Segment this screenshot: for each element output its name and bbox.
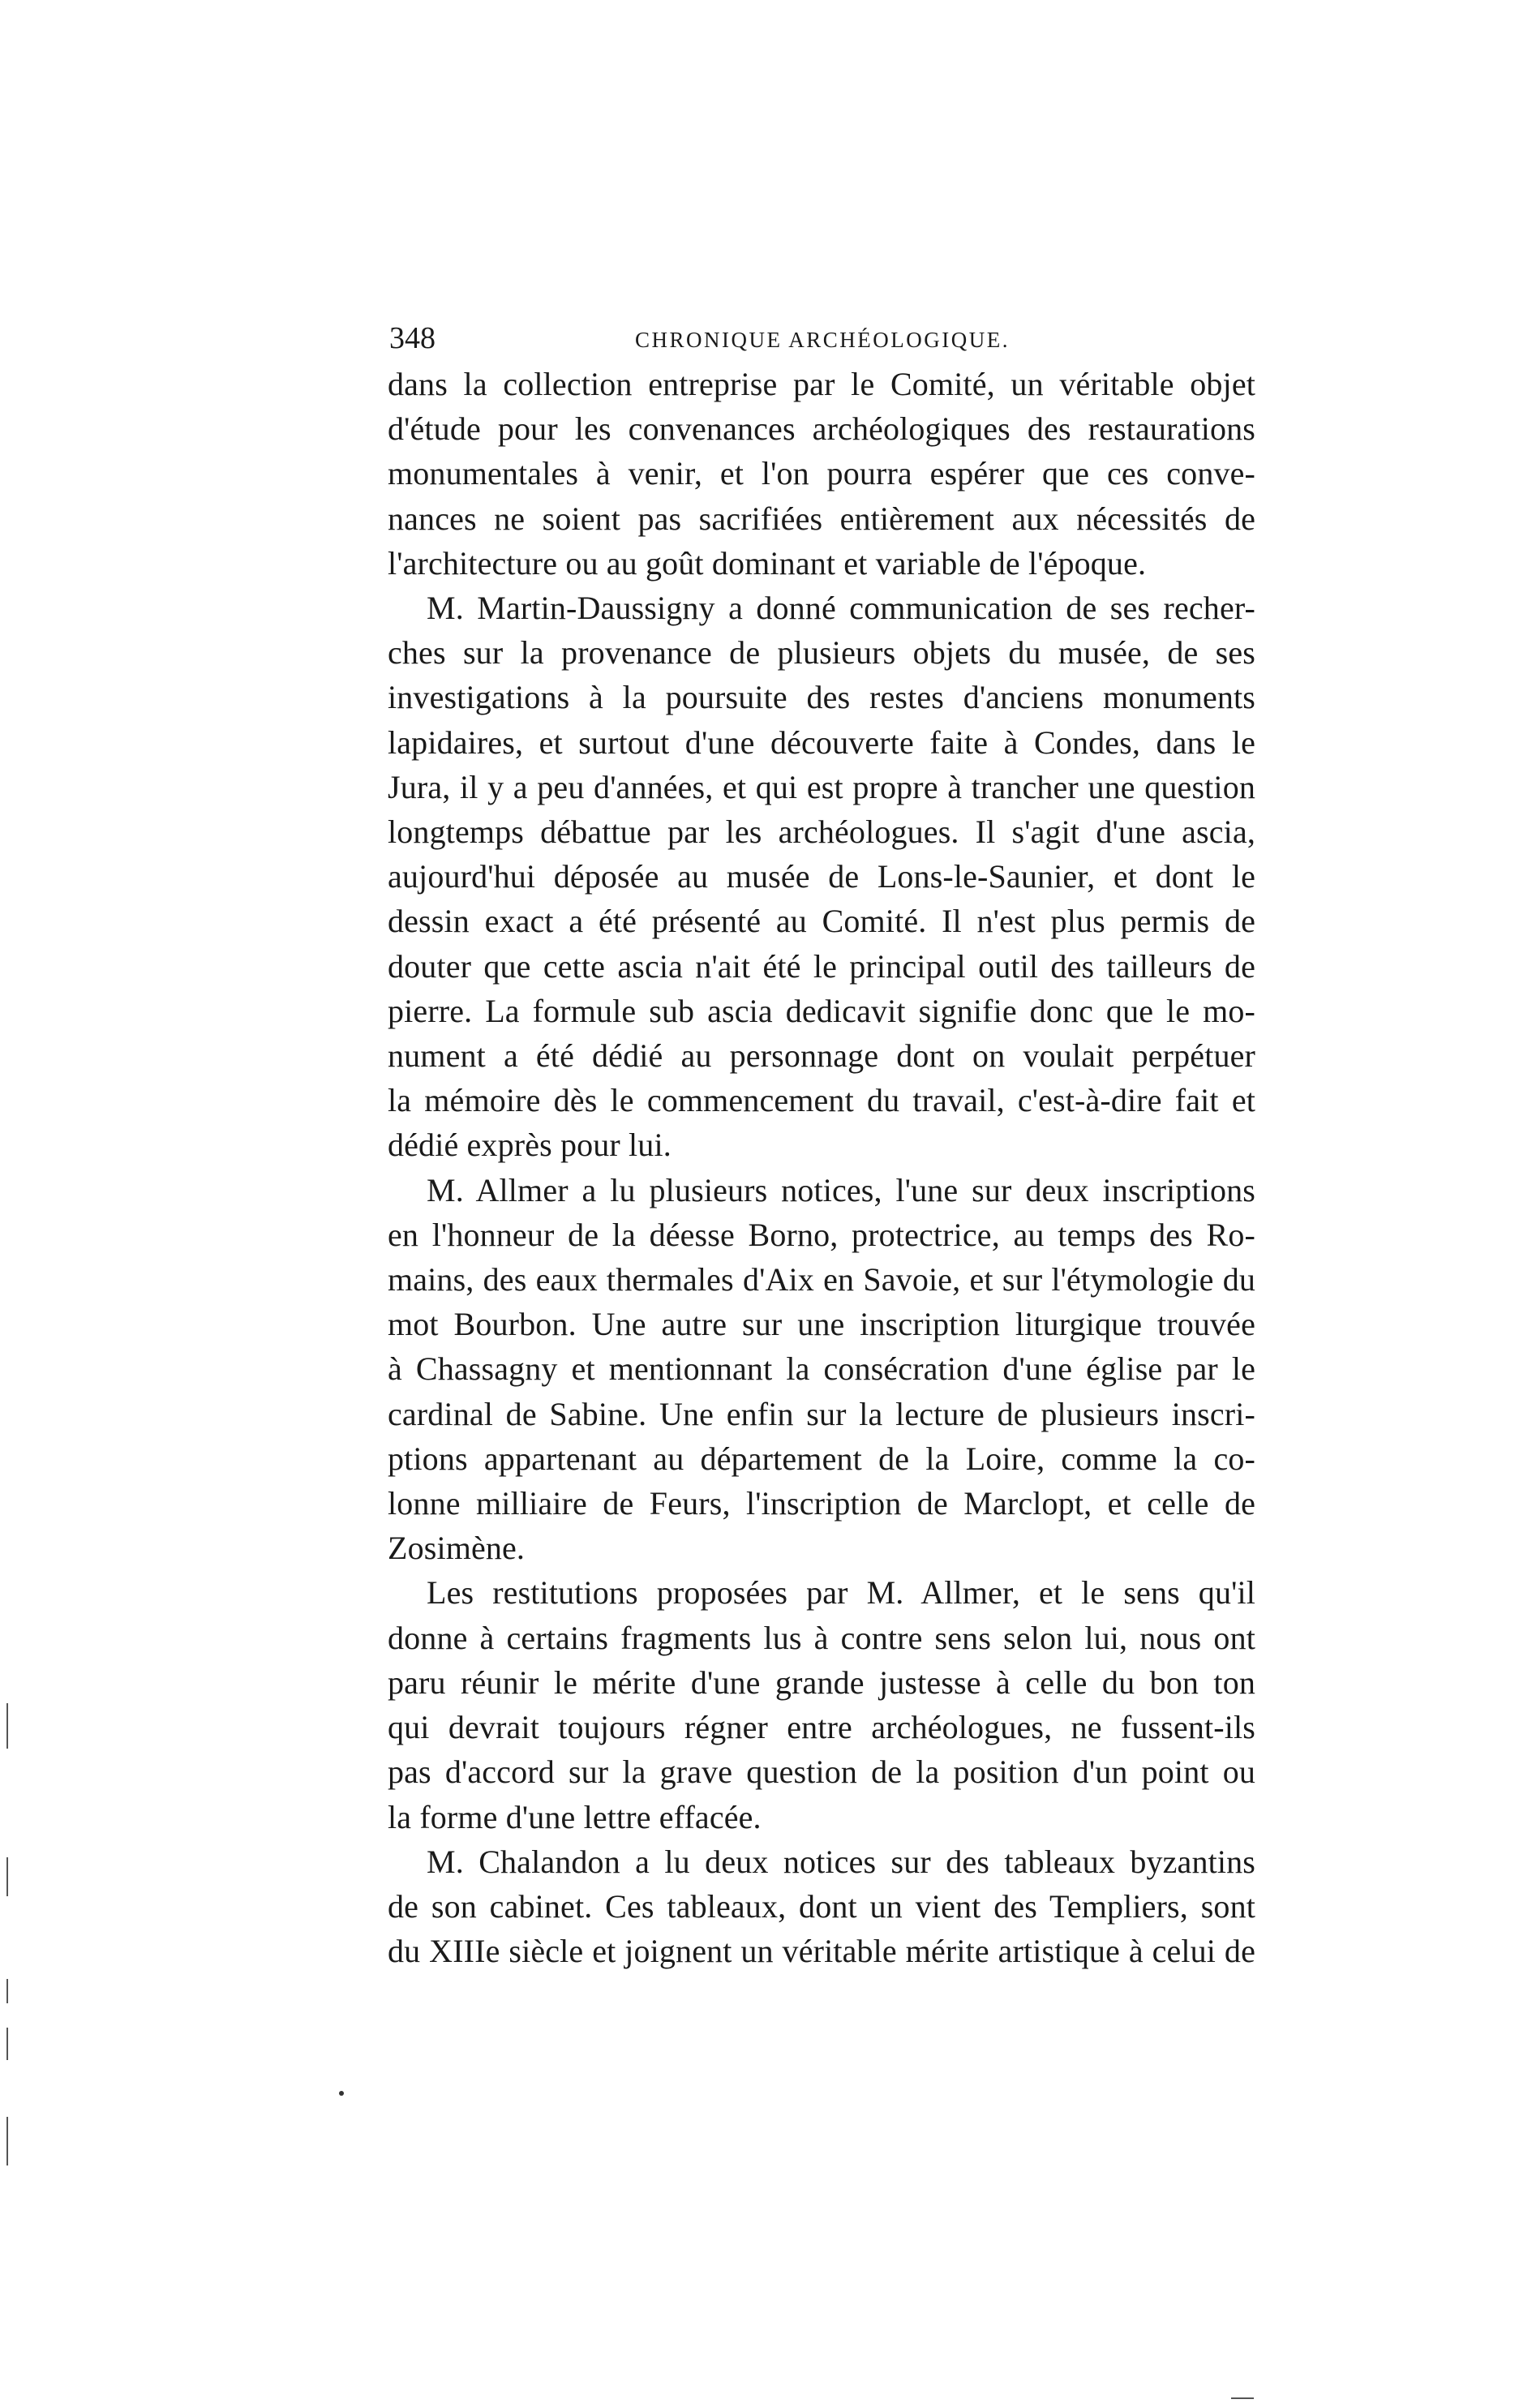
running-title: CHRONIQUE ARCHÉOLOGIQUE. — [635, 328, 1010, 352]
scan-mark — [6, 1979, 8, 2003]
text-line: qui devrait toujours régner entre archéologues, ne fussent-ils — [388, 1709, 1255, 1746]
text-line: longtemps débattue par les archéologues. Il s'agit d'une ascia, — [388, 813, 1255, 851]
text-line: du XIIIe siècle et joignent un véritable mérite artistique à celui de — [388, 1933, 1255, 1970]
text-line: pas d'accord sur la grave question de la position d'un point ou — [388, 1753, 1255, 1791]
text-line: Jura, il y a peu d'années, et qui est propre à trancher une question — [388, 768, 1255, 805]
text-line: M. Allmer a lu plusieurs notices, l'une sur deux inscriptions — [427, 1171, 1255, 1208]
text-line: ptions appartenant au département de la Loire, comme la co- — [388, 1440, 1255, 1477]
text-line: dédié exprès pour lui. — [388, 1127, 672, 1164]
text-line: de son cabinet. Ces tableaux, dont un vient des Templiers, sont — [388, 1887, 1255, 1925]
text-line: la mémoire dès le commencement du travail, c'est-à-dire fait et — [388, 1082, 1255, 1119]
text-line: à Chassagny et mentionnant la consécration d'une église par le — [388, 1350, 1255, 1388]
scan-mark — [6, 2028, 8, 2060]
scan-dot — [339, 2091, 344, 2096]
text-line: Les restitutions proposées par M. Allmer, et le sens qu'il — [427, 1574, 1255, 1612]
text-line: nances ne soient pas sacrifiées entièrement aux nécessités de — [388, 500, 1255, 537]
text-line: mains, des eaux thermales d'Aix en Savoie, et sur l'étymologie du — [388, 1261, 1255, 1298]
text-line: lapidaires, et surtout d'une découverte faite à Condes, dans le — [388, 723, 1255, 761]
text-line: aujourd'hui déposée au musée de Lons-le-Saunier, et dont le — [388, 858, 1255, 895]
text-line: dans la collection entreprise par le Comité, un véritable objet — [388, 366, 1255, 402]
text-line: d'étude pour les convenances archéologiques des restaurations — [388, 410, 1255, 448]
text-line: M. Chalandon a lu deux notices sur des tableaux byzantins — [427, 1843, 1255, 1880]
text-line: cardinal de Sabine. Une enfin sur la lecture de plusieurs inscri- — [388, 1395, 1255, 1432]
text-line: ches sur la provenance de plusieurs objets du musée, de ses — [388, 634, 1255, 672]
text-line: Zosimène. — [388, 1530, 526, 1567]
text-line: dessin exact a été présenté au Comité. Il n'est plus permis de — [388, 903, 1255, 940]
text-line: M. Martin-Daussigny a donné communication de ses recher- — [427, 590, 1255, 627]
scan-mark — [6, 1703, 8, 1749]
text-line: monumentales à venir, et l'on pourra espérer que ces conve- — [388, 455, 1255, 492]
text-line: l'architecture ou au goût dominant et variable de l'époque. — [388, 544, 1147, 582]
text-line: paru réunir le mérite d'une grande justesse à celle du bon ton — [388, 1663, 1255, 1701]
text-line: la forme d'une lettre effacée. — [388, 1798, 762, 1835]
scan-mark — [1231, 2397, 1254, 2399]
text-line: en l'honneur de la déesse Borno, protectrice, au temps des Ro- — [388, 1216, 1255, 1253]
text-line: investigations à la poursuite des restes d'anciens monuments — [388, 679, 1255, 716]
text-line: donne à certains fragments lus à contre sens selon lui, nous ont — [388, 1619, 1255, 1656]
scan-mark — [6, 2117, 8, 2165]
text-line: nument a été dédié au personnage dont on voulait perpétuer — [388, 1037, 1255, 1075]
text-line: douter que cette ascia n'ait été le principal outil des tailleurs de — [388, 947, 1255, 985]
scan-mark — [6, 1857, 8, 1896]
page — [388, 318, 1255, 1973]
text-line: mot Bourbon. Une autre sur une inscription liturgique trouvée — [388, 1306, 1255, 1343]
text-line: pierre. La formule sub ascia dedicavit signifie donc que le mo- — [388, 992, 1255, 1029]
page-number: 348 — [389, 321, 436, 355]
text-line: lonne milliaire de Feurs, l'inscription de Marclopt, et celle de — [388, 1485, 1255, 1522]
running-head — [388, 318, 1255, 358]
body-text — [388, 362, 1255, 1973]
